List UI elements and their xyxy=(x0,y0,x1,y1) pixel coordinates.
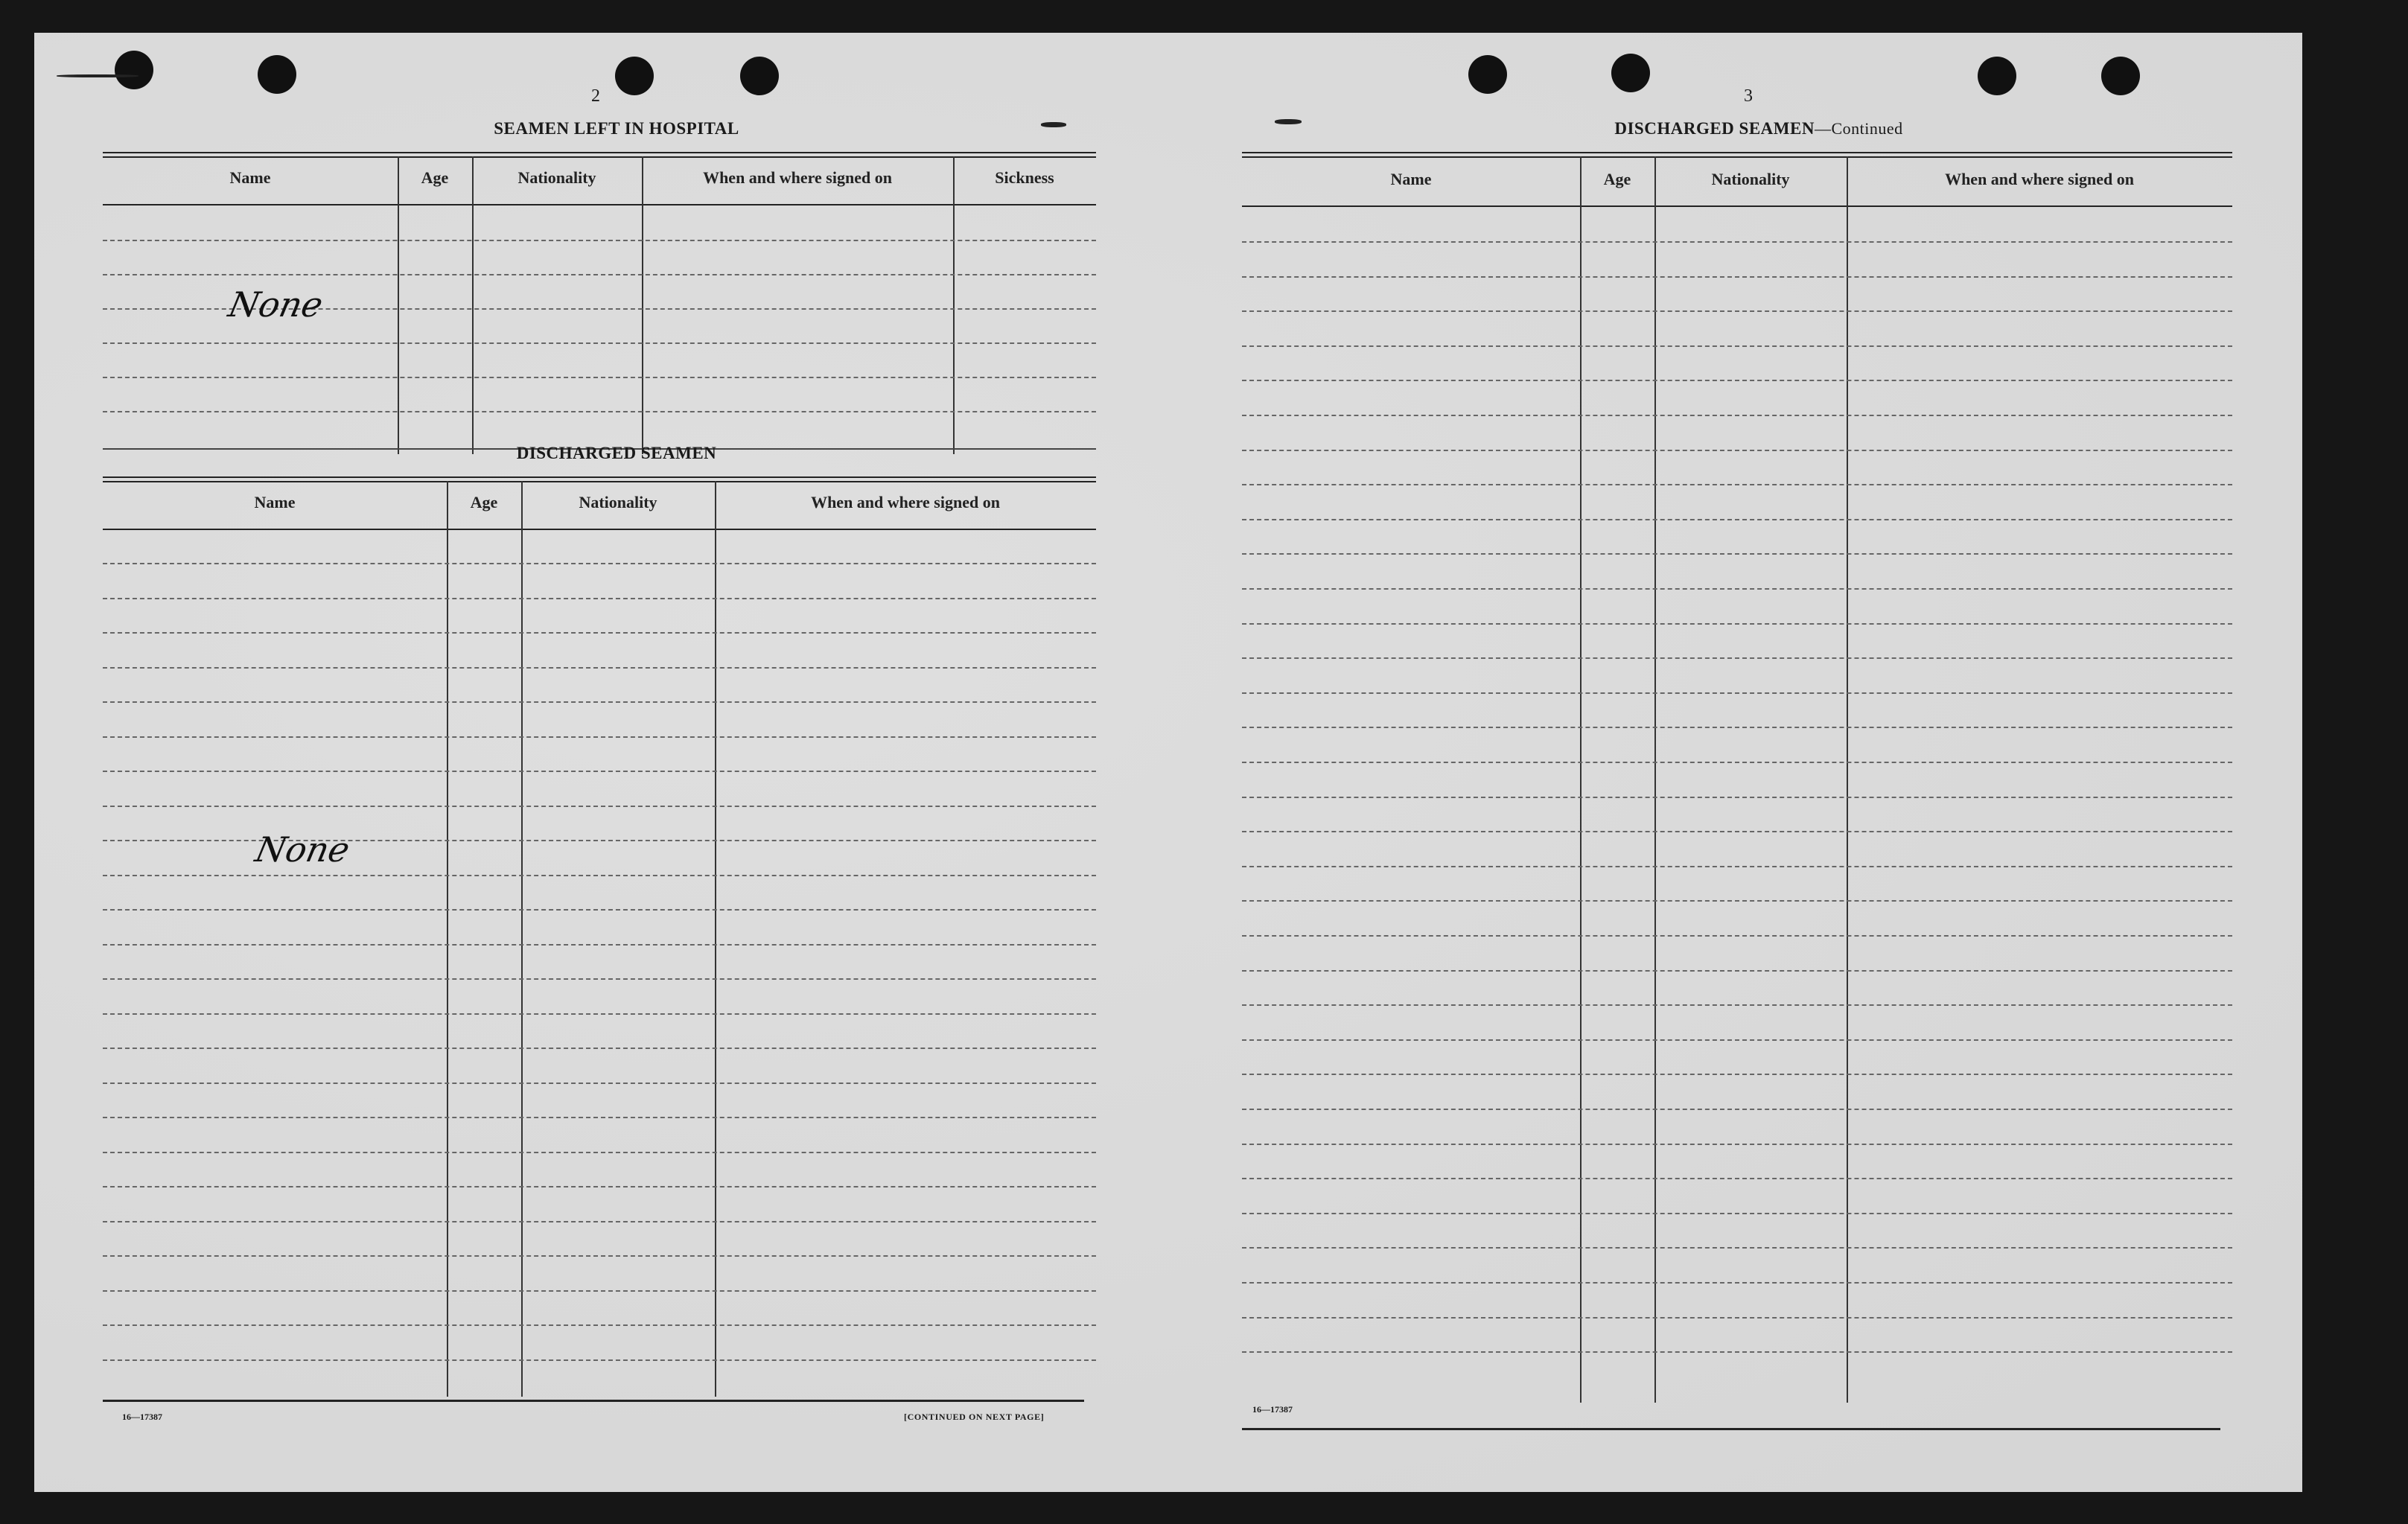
ruled-line xyxy=(1242,415,2232,416)
ruled-line xyxy=(103,632,1096,634)
ruled-line xyxy=(103,909,1096,911)
ruled-line xyxy=(1242,241,2232,243)
ruled-line xyxy=(1242,1144,2232,1145)
punch-hole xyxy=(2101,57,2140,95)
ruled-line xyxy=(103,806,1096,807)
ruled-line xyxy=(103,1324,1096,1326)
ruled-line xyxy=(1242,1282,2232,1284)
ink-smudge xyxy=(57,74,138,77)
ruled-line xyxy=(103,1083,1096,1084)
ruled-line xyxy=(1242,1247,2232,1249)
header-age: Age xyxy=(1603,170,1631,188)
discharged-section-title: DISCHARGED SEAMEN xyxy=(516,444,717,462)
header-when-where: When and where signed on xyxy=(1945,170,2134,188)
ruled-line xyxy=(1242,1351,2232,1353)
ruled-line xyxy=(1242,866,2232,867)
ruled-line xyxy=(1242,1039,2232,1041)
ruled-line xyxy=(103,944,1096,946)
ruled-line xyxy=(103,1290,1096,1292)
ruled-line xyxy=(103,1186,1096,1187)
ruled-line xyxy=(1242,380,2232,381)
ruled-line xyxy=(1242,623,2232,625)
ruled-line xyxy=(1242,450,2232,451)
ruled-line xyxy=(1242,797,2232,798)
hospital-section-title: SEAMEN LEFT IN HOSPITAL xyxy=(494,119,739,138)
handwritten-none-discharged: None xyxy=(252,829,354,870)
punch-hole xyxy=(1468,55,1507,94)
ruled-line xyxy=(103,1117,1096,1118)
header-age: Age xyxy=(421,168,449,187)
ruled-line xyxy=(1242,553,2232,555)
title-continued: —Continued xyxy=(1814,119,1903,138)
punch-hole xyxy=(740,57,779,95)
handwritten-none-hospital: None xyxy=(225,284,327,325)
ruled-line xyxy=(103,563,1096,564)
ruled-line xyxy=(103,840,1096,841)
hospital-table xyxy=(103,152,1096,454)
ruled-line xyxy=(1242,310,2232,312)
ruled-line xyxy=(1242,900,2232,902)
punch-hole xyxy=(115,51,153,89)
title-main: DISCHARGED SEAMEN xyxy=(1614,119,1815,138)
ruled-line xyxy=(103,1048,1096,1049)
ruled-line xyxy=(103,598,1096,599)
ruled-line xyxy=(103,701,1096,703)
header-nationality: Nationality xyxy=(579,493,657,511)
ruled-line xyxy=(1242,1317,2232,1319)
punch-hole xyxy=(615,57,654,95)
ruled-line xyxy=(1242,727,2232,728)
punch-hole xyxy=(1978,57,2016,95)
form-code-right: 16—17387 xyxy=(1252,1404,1293,1415)
ruled-line xyxy=(103,875,1096,876)
ruled-line xyxy=(1242,345,2232,347)
ruled-line xyxy=(1242,762,2232,763)
ruled-line xyxy=(1242,1178,2232,1179)
header-age: Age xyxy=(470,493,498,511)
header-nationality: Nationality xyxy=(517,168,596,187)
header-when-where: When and where signed on xyxy=(811,493,1000,511)
ruled-line xyxy=(1242,519,2232,520)
ruled-line xyxy=(1242,1213,2232,1214)
ruled-line xyxy=(1242,1109,2232,1110)
ruled-line xyxy=(103,667,1096,669)
discharged-table-left xyxy=(103,476,1096,1404)
ruled-line xyxy=(103,771,1096,772)
ruled-line xyxy=(1242,588,2232,590)
form-code-left: 16—17387 xyxy=(122,1412,162,1422)
ruled-line xyxy=(103,1359,1096,1361)
punch-hole xyxy=(258,55,296,94)
discharged-table-right xyxy=(1242,152,2232,1426)
document-sheet xyxy=(34,33,2302,1492)
page-number-right: 3 xyxy=(1744,86,1753,106)
ruled-line xyxy=(1242,970,2232,972)
header-nationality: Nationality xyxy=(1711,170,1790,188)
ruled-line xyxy=(1242,484,2232,485)
header-name: Name xyxy=(229,168,271,187)
ink-smudge xyxy=(1041,122,1066,127)
ruled-line xyxy=(1242,657,2232,659)
ruled-line xyxy=(103,1013,1096,1015)
ruled-line xyxy=(103,978,1096,980)
ruled-line xyxy=(1242,692,2232,694)
header-sickness: Sickness xyxy=(995,168,1054,187)
ruled-line xyxy=(1242,1074,2232,1075)
ruled-line xyxy=(1242,935,2232,937)
continued-note: [CONTINUED ON NEXT PAGE] xyxy=(904,1412,1045,1422)
ruled-line xyxy=(1242,1004,2232,1006)
page-number-left: 2 xyxy=(591,86,600,106)
ruled-line xyxy=(103,1152,1096,1153)
ink-smudge xyxy=(1275,119,1302,124)
discharged-continued-title xyxy=(1535,119,1982,138)
ruled-line xyxy=(1242,276,2232,278)
ruled-line xyxy=(1242,831,2232,832)
header-name: Name xyxy=(254,493,296,511)
ruled-line xyxy=(103,1255,1096,1257)
punch-hole xyxy=(1611,54,1650,92)
header-name: Name xyxy=(1390,170,1432,188)
ruled-line xyxy=(103,1221,1096,1222)
ruled-line xyxy=(103,736,1096,738)
header-when-where: When and where signed on xyxy=(703,168,892,187)
